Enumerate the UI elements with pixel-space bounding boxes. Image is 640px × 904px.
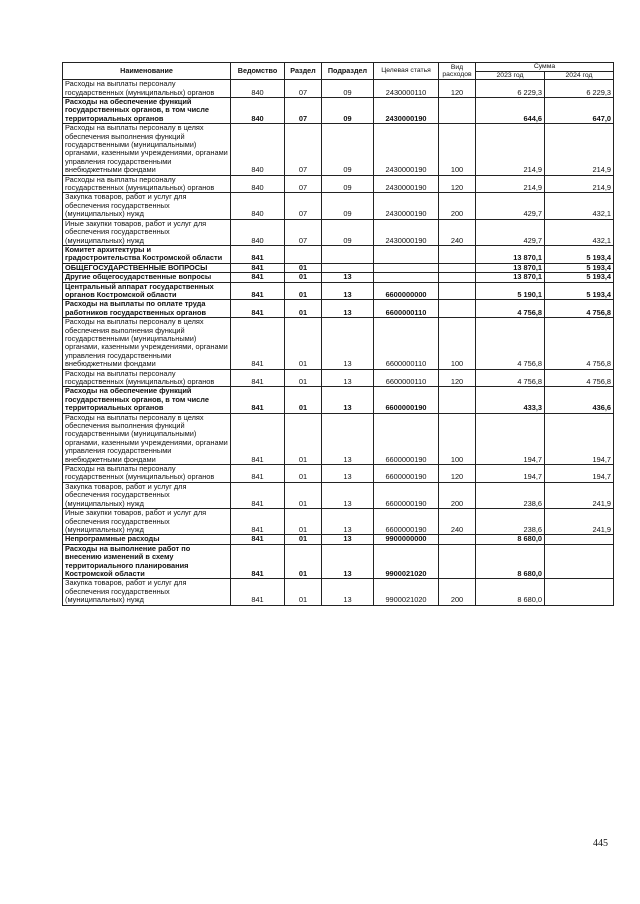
cell-sum-2023: 4 756,8 bbox=[476, 369, 545, 387]
cell-department: 840 bbox=[231, 219, 285, 245]
cell-expense-type: 240 bbox=[439, 509, 476, 535]
cell-expense-type bbox=[439, 300, 476, 318]
cell-subsection: 13 bbox=[322, 579, 374, 605]
cell-section: 07 bbox=[285, 80, 322, 98]
cell-subsection: 13 bbox=[322, 509, 374, 535]
cell-target bbox=[374, 273, 439, 282]
table-row bbox=[63, 219, 614, 245]
cell-subsection: 13 bbox=[322, 387, 374, 413]
cell-subsection: 09 bbox=[322, 98, 374, 124]
cell-subsection: 09 bbox=[322, 219, 374, 245]
cell-section: 07 bbox=[285, 175, 322, 193]
cell-name: Иные закупки товаров, работ и услуг для обеспечения государственных (муниципальных) нужд bbox=[63, 219, 231, 245]
cell-subsection: 13 bbox=[322, 535, 374, 544]
cell-name: ОБЩЕГОСУДАРСТВЕННЫЕ ВОПРОСЫ bbox=[63, 263, 231, 272]
cell-sum-2024: 5 193,4 bbox=[545, 245, 614, 263]
cell-section: 07 bbox=[285, 124, 322, 175]
cell-expense-type bbox=[439, 544, 476, 579]
cell-sum-2024: 5 193,4 bbox=[545, 263, 614, 272]
cell-target: 2430000190 bbox=[374, 124, 439, 175]
table-row bbox=[63, 124, 614, 175]
cell-sum-2023: 8 680,0 bbox=[476, 535, 545, 544]
cell-section bbox=[285, 245, 322, 263]
cell-sum-2023: 13 870,1 bbox=[476, 273, 545, 282]
cell-name: Расходы на выплаты по оплате труда работников государственных органов bbox=[63, 300, 231, 318]
cell-target: 9900000000 bbox=[374, 535, 439, 544]
cell-sum-2023: 194,7 bbox=[476, 465, 545, 483]
cell-section: 01 bbox=[285, 263, 322, 272]
cell-sum-2023: 13 870,1 bbox=[476, 245, 545, 263]
cell-sum-2024: 432,1 bbox=[545, 219, 614, 245]
cell-sum-2024: 436,6 bbox=[545, 387, 614, 413]
cell-expense-type: 120 bbox=[439, 175, 476, 193]
table-row bbox=[63, 263, 614, 272]
cell-expense-type: 200 bbox=[439, 482, 476, 508]
cell-name: Расходы на выплаты персоналу государственных (муниципальных) органов bbox=[63, 369, 231, 387]
cell-subsection: 13 bbox=[322, 282, 374, 300]
cell-department: 840 bbox=[231, 124, 285, 175]
table-row bbox=[63, 369, 614, 387]
cell-expense-type: 100 bbox=[439, 413, 476, 464]
cell-target: 2430000190 bbox=[374, 98, 439, 124]
cell-subsection: 13 bbox=[322, 482, 374, 508]
cell-subsection: 13 bbox=[322, 413, 374, 464]
cell-department: 841 bbox=[231, 413, 285, 464]
cell-sum-2024: 5 193,4 bbox=[545, 273, 614, 282]
cell-sum-2024: 647,0 bbox=[545, 98, 614, 124]
cell-sum-2024: 194,7 bbox=[545, 413, 614, 464]
cell-name: Непрограммные расходы bbox=[63, 535, 231, 544]
cell-sum-2024 bbox=[545, 579, 614, 605]
cell-sum-2023: 238,6 bbox=[476, 482, 545, 508]
cell-sum-2024: 4 756,8 bbox=[545, 318, 614, 369]
budget-table bbox=[62, 62, 614, 606]
cell-department: 841 bbox=[231, 273, 285, 282]
cell-name: Расходы на обеспечение функций государственных органов, в том числе территориальных органов bbox=[63, 387, 231, 413]
cell-sum-2024: 4 756,8 bbox=[545, 300, 614, 318]
cell-sum-2024: 214,9 bbox=[545, 124, 614, 175]
cell-target bbox=[374, 263, 439, 272]
cell-sum-2023: 6 229,3 bbox=[476, 80, 545, 98]
cell-sum-2023: 8 680,0 bbox=[476, 544, 545, 579]
cell-subsection: 13 bbox=[322, 369, 374, 387]
cell-target bbox=[374, 245, 439, 263]
cell-subsection: 13 bbox=[322, 318, 374, 369]
cell-target: 2430000190 bbox=[374, 175, 439, 193]
cell-section: 01 bbox=[285, 482, 322, 508]
page-number: 445 bbox=[593, 838, 608, 849]
cell-sum-2023: 4 756,8 bbox=[476, 300, 545, 318]
table-row bbox=[63, 579, 614, 605]
cell-section: 01 bbox=[285, 273, 322, 282]
cell-sum-2023: 13 870,1 bbox=[476, 263, 545, 272]
cell-target: 6600000190 bbox=[374, 482, 439, 508]
cell-expense-type bbox=[439, 387, 476, 413]
cell-department: 840 bbox=[231, 98, 285, 124]
cell-sum-2024 bbox=[545, 535, 614, 544]
cell-department: 840 bbox=[231, 175, 285, 193]
cell-section: 01 bbox=[285, 387, 322, 413]
cell-target: 6600000190 bbox=[374, 387, 439, 413]
cell-target: 6600000110 bbox=[374, 318, 439, 369]
cell-expense-type bbox=[439, 98, 476, 124]
cell-sum-2023: 194,7 bbox=[476, 413, 545, 464]
cell-target: 9900021020 bbox=[374, 544, 439, 579]
cell-department: 841 bbox=[231, 465, 285, 483]
cell-name: Расходы на выплаты персоналу государственных (муниципальных) органов bbox=[63, 80, 231, 98]
cell-sum-2024: 432,1 bbox=[545, 193, 614, 219]
cell-section: 01 bbox=[285, 465, 322, 483]
cell-sum-2023: 214,9 bbox=[476, 175, 545, 193]
cell-department: 841 bbox=[231, 282, 285, 300]
cell-expense-type: 200 bbox=[439, 193, 476, 219]
cell-sum-2023: 8 680,0 bbox=[476, 579, 545, 605]
cell-expense-type bbox=[439, 245, 476, 263]
table-row bbox=[63, 387, 614, 413]
table-row bbox=[63, 273, 614, 282]
cell-target: 6600000110 bbox=[374, 300, 439, 318]
cell-subsection: 13 bbox=[322, 544, 374, 579]
cell-sum-2024 bbox=[545, 544, 614, 579]
cell-name: Расходы на выплаты персоналу в целях обеспечения выполнения функций государственными (муниципальными) органами, казенными учреждениями, органами управления государственными внебюджетными фондами bbox=[63, 124, 231, 175]
table-row bbox=[63, 98, 614, 124]
cell-sum-2024: 241,9 bbox=[545, 509, 614, 535]
cell-subsection: 13 bbox=[322, 273, 374, 282]
table-row bbox=[63, 482, 614, 508]
cell-sum-2023: 429,7 bbox=[476, 193, 545, 219]
cell-name: Закупка товаров, работ и услуг для обеспечения государственных (муниципальных) нужд bbox=[63, 579, 231, 605]
cell-name: Расходы на обеспечение функций государственных органов, в том числе территориальных органов bbox=[63, 98, 231, 124]
cell-department: 841 bbox=[231, 482, 285, 508]
table-row bbox=[63, 245, 614, 263]
cell-department: 841 bbox=[231, 544, 285, 579]
header-name: Наименование bbox=[63, 63, 231, 80]
cell-sum-2024: 6 229,3 bbox=[545, 80, 614, 98]
cell-section: 01 bbox=[285, 369, 322, 387]
cell-section: 01 bbox=[285, 535, 322, 544]
cell-sum-2023: 644,6 bbox=[476, 98, 545, 124]
cell-expense-type: 200 bbox=[439, 579, 476, 605]
cell-target: 6600000110 bbox=[374, 369, 439, 387]
table-row bbox=[63, 80, 614, 98]
cell-expense-type bbox=[439, 273, 476, 282]
cell-sum-2024: 5 193,4 bbox=[545, 282, 614, 300]
cell-section: 07 bbox=[285, 98, 322, 124]
cell-name: Закупка товаров, работ и услуг для обеспечения государственных (муниципальных) нужд bbox=[63, 193, 231, 219]
cell-target: 6600000000 bbox=[374, 282, 439, 300]
cell-name: Расходы на выплаты персоналу государственных (муниципальных) органов bbox=[63, 175, 231, 193]
table-row bbox=[63, 300, 614, 318]
table-body bbox=[63, 80, 614, 605]
cell-subsection: 13 bbox=[322, 465, 374, 483]
cell-target: 2430000110 bbox=[374, 80, 439, 98]
cell-target: 6600000190 bbox=[374, 465, 439, 483]
cell-expense-type: 120 bbox=[439, 369, 476, 387]
table-row bbox=[63, 509, 614, 535]
table-row bbox=[63, 175, 614, 193]
cell-sum-2023: 238,6 bbox=[476, 509, 545, 535]
cell-name: Центральный аппарат государственных органов Костромской области bbox=[63, 282, 231, 300]
header-year-2023: 2023 год bbox=[476, 71, 545, 80]
cell-sum-2023: 433,3 bbox=[476, 387, 545, 413]
cell-target: 2430000190 bbox=[374, 219, 439, 245]
cell-expense-type: 120 bbox=[439, 465, 476, 483]
cell-target: 9900021020 bbox=[374, 579, 439, 605]
cell-section: 01 bbox=[285, 544, 322, 579]
cell-department: 840 bbox=[231, 193, 285, 219]
cell-name: Расходы на выплаты персоналу в целях обеспечения выполнения функций государственными (муниципальными) органами, казенными учреждениями, органами управления государственными внебюджетными фондами bbox=[63, 413, 231, 464]
table-row bbox=[63, 465, 614, 483]
header-department: Ведомство bbox=[231, 63, 285, 80]
cell-department: 841 bbox=[231, 263, 285, 272]
cell-subsection: 09 bbox=[322, 80, 374, 98]
cell-department: 841 bbox=[231, 318, 285, 369]
cell-department: 841 bbox=[231, 245, 285, 263]
cell-expense-type: 240 bbox=[439, 219, 476, 245]
cell-expense-type bbox=[439, 282, 476, 300]
cell-sum-2024: 214,9 bbox=[545, 175, 614, 193]
cell-sum-2023: 214,9 bbox=[476, 124, 545, 175]
header-sum: Сумма bbox=[476, 63, 614, 72]
cell-department: 840 bbox=[231, 80, 285, 98]
cell-section: 07 bbox=[285, 219, 322, 245]
cell-sum-2023: 5 190,1 bbox=[476, 282, 545, 300]
header-expense-type: Вид расходов bbox=[439, 63, 476, 80]
cell-name: Расходы на выполнение работ по внесению изменений в схему территориального планирования Костромской области bbox=[63, 544, 231, 579]
cell-section: 07 bbox=[285, 193, 322, 219]
cell-subsection: 13 bbox=[322, 300, 374, 318]
cell-name: Расходы на выплаты персоналу государственных (муниципальных) органов bbox=[63, 465, 231, 483]
cell-department: 841 bbox=[231, 579, 285, 605]
cell-name: Иные закупки товаров, работ и услуг для обеспечения государственных (муниципальных) нужд bbox=[63, 509, 231, 535]
cell-sum-2024: 4 756,8 bbox=[545, 369, 614, 387]
cell-section: 01 bbox=[285, 300, 322, 318]
cell-department: 841 bbox=[231, 535, 285, 544]
cell-sum-2024: 194,7 bbox=[545, 465, 614, 483]
header-section: Раздел bbox=[285, 63, 322, 80]
table-row bbox=[63, 318, 614, 369]
cell-name: Комитет архитектуры и градостроительства Костромской области bbox=[63, 245, 231, 263]
table-row bbox=[63, 282, 614, 300]
cell-sum-2024: 241,9 bbox=[545, 482, 614, 508]
cell-section: 01 bbox=[285, 579, 322, 605]
cell-subsection bbox=[322, 263, 374, 272]
cell-subsection bbox=[322, 245, 374, 263]
table-row bbox=[63, 544, 614, 579]
header-target: Целевая статья bbox=[374, 63, 439, 80]
cell-subsection: 09 bbox=[322, 193, 374, 219]
cell-target: 2430000190 bbox=[374, 193, 439, 219]
cell-section: 01 bbox=[285, 413, 322, 464]
cell-expense-type bbox=[439, 263, 476, 272]
cell-expense-type: 100 bbox=[439, 318, 476, 369]
cell-expense-type: 100 bbox=[439, 124, 476, 175]
cell-target: 6600000190 bbox=[374, 509, 439, 535]
cell-subsection: 09 bbox=[322, 175, 374, 193]
cell-section: 01 bbox=[285, 282, 322, 300]
cell-target: 6600000190 bbox=[374, 413, 439, 464]
cell-department: 841 bbox=[231, 300, 285, 318]
cell-expense-type: 120 bbox=[439, 80, 476, 98]
cell-name: Закупка товаров, работ и услуг для обеспечения государственных (муниципальных) нужд bbox=[63, 482, 231, 508]
cell-name: Расходы на выплаты персоналу в целях обеспечения выполнения функций государственными (муниципальными) органами, казенными учреждениями, органами управления государственными внебюджетными фондами bbox=[63, 318, 231, 369]
cell-department: 841 bbox=[231, 369, 285, 387]
cell-section: 01 bbox=[285, 509, 322, 535]
cell-department: 841 bbox=[231, 387, 285, 413]
header-year-2024: 2024 год bbox=[545, 71, 614, 80]
header-subsection: Подраздел bbox=[322, 63, 374, 80]
cell-sum-2023: 429,7 bbox=[476, 219, 545, 245]
table-row bbox=[63, 413, 614, 464]
cell-sum-2023: 4 756,8 bbox=[476, 318, 545, 369]
cell-expense-type bbox=[439, 535, 476, 544]
table-row bbox=[63, 535, 614, 544]
table-row bbox=[63, 193, 614, 219]
cell-section: 01 bbox=[285, 318, 322, 369]
cell-name: Другие общегосударственные вопросы bbox=[63, 273, 231, 282]
cell-department: 841 bbox=[231, 509, 285, 535]
cell-subsection: 09 bbox=[322, 124, 374, 175]
